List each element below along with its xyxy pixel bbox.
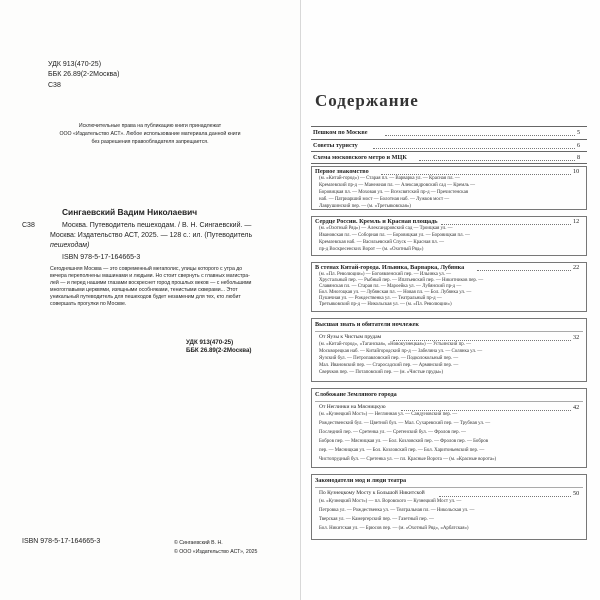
- route-line: Кремлевская наб. — Васильевский Спуск — Красная пл. —: [319, 240, 445, 245]
- author-mark: С38: [48, 82, 61, 89]
- route-line: Бол. Никитская ул. — Брюсов пер. — (м. «Охотный Ряд», «Арбатская»): [319, 526, 469, 531]
- abstract-line-5: уникальный путеводитель для пешеходов будет незаменим для тех, кто любит: [50, 294, 241, 300]
- route-line: Сверчков пер. — Потаповский пер. — (м. «Чистые пруды»): [319, 370, 444, 375]
- divider: [311, 126, 587, 127]
- route-line: (м. «Китай-город») — Старая пл. — Варварка ул. — Красная пл. —: [319, 176, 460, 181]
- route-line: (м. «Кузнецкий Мост») — пл. Воровского — Кузнецкий Мост ул. —: [319, 499, 462, 504]
- rights-line-3: без разрешения правообладателя запрещается.: [91, 139, 209, 145]
- route-line: (м. «Кузнецкий Мост») — Неглинная ул. — Сандуновский пер. —: [319, 412, 458, 417]
- copyright-author: © Сингаевский В. Н.: [174, 540, 223, 546]
- catalog-code: С38: [22, 222, 35, 229]
- abstract-line-3: лей — и перед нашими глазами воскреснет город прошлых веков — с небольшими: [50, 280, 252, 286]
- section-page: 12: [573, 218, 580, 225]
- route-line: (м. «Пл. Революции») — Богоявленский пер. — Ильинка ул. —: [319, 272, 452, 277]
- route-line: Ивановская пл. — Соборная пл. — Боровицкая ул. — Боровицкая пл. —: [319, 233, 470, 238]
- copyright-publisher: © ООО «Издательство АСТ», 2025: [174, 549, 258, 555]
- isbn-bottom: ISBN 978-5-17-164665-3: [22, 538, 101, 545]
- udk-line: УДК 913(470-25): [48, 61, 102, 68]
- udk-bold: УДК 913(470-25): [186, 339, 234, 346]
- divider: [315, 487, 583, 488]
- leader-dots: [385, 135, 575, 136]
- abstract-line-1: Сегодняшняя Москва — это современный мегаполис, улицы которого с утра до: [50, 266, 243, 272]
- toc-title: Содержание: [315, 91, 419, 110]
- rights-line-2: ООО «Издательство АСТ». Любое использование материала данной книги: [59, 131, 241, 137]
- route-line: Третьяковский пр-д — Никольская ул. — (м. «Пл. Революции»): [319, 302, 452, 307]
- leader-dots: [419, 160, 575, 161]
- route-line: Пушечная ул. — Рождественка ул. — Театральный пр-д —: [319, 296, 442, 301]
- catalog-line-1: Москва. Путеводитель пешеходам. / В. Н. Сингаевский. —: [62, 222, 252, 229]
- bbk-line: ББК 26.89(2-2Москва): [48, 71, 120, 78]
- section-page: 10: [573, 168, 580, 175]
- route-line: Боровицкая пл. — Моховая ул. — Всехсвятский пр-д — Пречистенская: [319, 190, 468, 195]
- divider: [315, 331, 583, 332]
- author-heading: Сингаевский Вадим Николаевич: [62, 207, 198, 217]
- toc-entry-title: Советы туристу: [313, 142, 358, 149]
- subsection-title: По Кузнецкому Мосту к Большой Никитской: [319, 490, 425, 496]
- divider: [311, 139, 587, 140]
- subsection-title: От Неглинки на Мясницкую: [319, 404, 386, 410]
- route-line: Мал. Ивановский пер. — Старосадский пер. — Армянский пер. —: [319, 363, 459, 368]
- route-line: (м. «Китай-город», «Таганская», «Новокузнецкая») — Устьинский пр. —: [319, 342, 472, 347]
- toc-entry-title: Схема московского метро и МЦК: [313, 154, 407, 161]
- divider: [311, 151, 587, 152]
- route-line: (м. «Охотный Ряд») — Александровский сад — Троицкая ул. —: [319, 226, 453, 231]
- route-line: наб. — Патриарший мост — Болотная наб. — Лужков мост —: [319, 197, 450, 202]
- route-line: Славянская пл. — Старая пл. — Мароейка ул. — Лубянский пр-д —: [319, 284, 462, 289]
- route-line: Бобров пер. — Мясницкая ул. — Бол. Козловский пер. — Фролов пер. — Бобров: [319, 439, 489, 444]
- bbk-bold: ББК 26.89(2-2Москва): [186, 347, 252, 354]
- subsection-title: От Яузы к Чистым прудам: [319, 334, 382, 340]
- section-title: В стенах Китай-города. Ильинка, Варварка, Лубянка: [315, 264, 465, 271]
- abstract-line-4: многоглавыми церквями, изящными особняками, тенистыми скверами... Этот: [50, 287, 238, 293]
- toc-entry-title: Пешком по Москве: [313, 129, 368, 136]
- section-title: Высшая знать и обитатели ночлежек: [315, 321, 419, 328]
- section-page: 32: [573, 334, 580, 341]
- section-title: Слобожане Земляного города: [315, 391, 397, 398]
- catalog-line-2: Москва: Издательство АСТ, 2025. — 128 с.: ил. (Путеводитель: [50, 232, 253, 239]
- leader-dots: [373, 148, 575, 149]
- route-line: пер. — Мясницкая ул. — Бол. Козловский пер. — Бол. Харитоньевский пер. —: [319, 448, 485, 453]
- route-line: Яузский бул. — Петропавловский пер. — Подколокольный пер. —: [319, 356, 459, 361]
- toc-entry-page: 6: [577, 142, 581, 149]
- route-line: Кремлевский пр-д — Манежная пл. — Александровский сад — Кремль —: [319, 183, 476, 188]
- route-line: Петровка ул. — Рождественка ул. — Театральная пл. — Никольская ул. —: [319, 508, 475, 513]
- section-title: Сердце России. Кремль и Красная площадь: [315, 218, 438, 225]
- route-line: пр-д Воскресенских Ворот — (м. «Охотный Ряд»): [319, 247, 424, 252]
- catalog-line-3: пешеходам): [50, 242, 90, 249]
- leader-dots: [441, 224, 571, 225]
- abstract-line-6: совершать прогулки по Москве.: [50, 301, 127, 307]
- route-line: Рождественский бул. — Цветной бул. — Мал. Сухаревский пер. — Трубная ул. —: [319, 421, 491, 426]
- route-line: Тверская ул. — Камергерский пер. — Газетный пер. —: [319, 517, 434, 522]
- divider: [311, 163, 587, 164]
- leader-dots: [439, 496, 571, 497]
- isbn-line: ISBN 978-5-17-164665-3: [62, 254, 141, 261]
- toc-entry-page: 5: [577, 129, 581, 136]
- rights-line-1: Исключительные права на публикацию книги принадлежат: [78, 123, 222, 129]
- section-page: 50: [573, 490, 580, 497]
- route-line: Лаврушинский пер. — (м. «Третьяковская»): [319, 204, 411, 209]
- route-line: Бол. Многоцкая ул. — Лубянская пл. — Новая пл. — Бол. Лубянка ул. —: [319, 290, 472, 295]
- section-page: 22: [573, 264, 580, 271]
- toc-page: [301, 0, 600, 600]
- divider: [315, 401, 583, 402]
- route-line: Последний пер. — Сретенка ул. — Сретенский бул. — Фролов пер. —: [319, 430, 466, 435]
- route-line: Москворецкая наб. — Китайгородский пр-д — Забелина ул. — Солянка ул. —: [319, 349, 483, 354]
- abstract-line-2: вечера переполнены машинами и людьми. Но стоит свернуть с главных магистра-: [50, 273, 250, 279]
- section-title: Первое знакомство: [315, 168, 369, 175]
- section-title: Законодатели мод и люди театра: [315, 477, 407, 484]
- leader-dots: [477, 270, 571, 271]
- section-page: 42: [573, 404, 580, 411]
- toc-entry-page: 8: [577, 154, 581, 161]
- route-line: Чистопрудный бул. — Сретенка ул. — пл. Красные Ворота — (м. «Красные ворота»): [319, 457, 497, 462]
- route-line: Хрустальный пер. — Рыбный пер. — Ипатьевский пер. — Никитников пер. —: [319, 278, 484, 283]
